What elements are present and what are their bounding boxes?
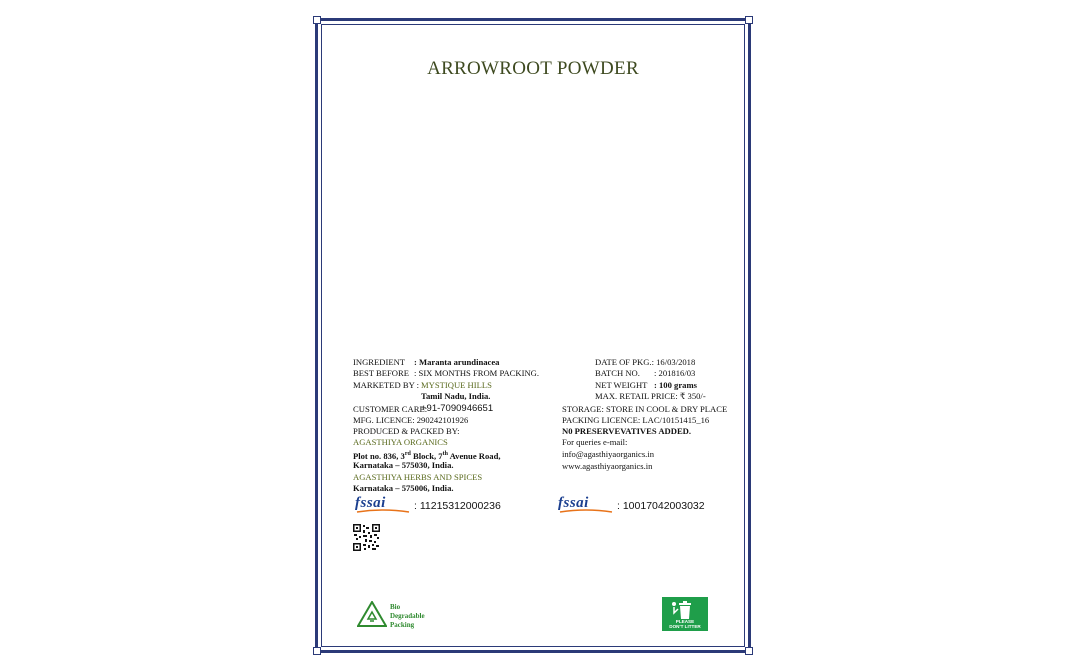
corner-ornament bbox=[745, 16, 753, 24]
customer-care-label: CUSTOMER CARE: bbox=[353, 404, 428, 414]
corner-ornament bbox=[313, 647, 321, 655]
fssai-logo: fssai bbox=[355, 494, 411, 512]
max-retail-price: MAX. RETAIL PRICE: ₹ 350/- bbox=[595, 391, 706, 401]
producer-name: AGASTHIYA ORGANICS bbox=[353, 437, 448, 447]
best-before-label: BEST BEFORE bbox=[353, 368, 409, 378]
recycle-icon bbox=[357, 601, 387, 627]
fssai-licence-number-right: : 10017042003032 bbox=[617, 500, 705, 512]
marketer-name: MYSTIQUE HILLS bbox=[421, 380, 492, 390]
fssai-underline-icon bbox=[355, 509, 411, 515]
packing-licence: PACKING LICENCE: LAC/10151415_16 bbox=[562, 415, 710, 425]
best-before-value: : SIX MONTHS FROM PACKING. bbox=[414, 368, 540, 378]
storage-instructions: STORAGE: STORE IN COOL & DRY PLACE bbox=[562, 404, 728, 414]
marketed-by-label: MARKETED BY : bbox=[353, 380, 420, 390]
fssai-underline-icon bbox=[558, 509, 614, 515]
herbs-company-address: Karnataka – 575006, India. bbox=[353, 483, 454, 493]
customer-care-number: +91-7090946651 bbox=[421, 403, 494, 414]
product-title: ARROWROOT POWDER bbox=[427, 58, 639, 79]
corner-ornament bbox=[313, 16, 321, 24]
herbs-company-name: AGASTHIYA HERBS AND SPICES bbox=[353, 472, 483, 482]
qr-code-icon bbox=[353, 524, 380, 551]
website-url: www.agasthiyaorganics.in bbox=[562, 461, 653, 471]
corner-ornament bbox=[745, 647, 753, 655]
inner-border bbox=[321, 24, 745, 647]
producer-address-line2: Karnataka – 575030, India. bbox=[353, 460, 454, 470]
produced-by-label: PRODUCED & PACKED BY: bbox=[353, 426, 460, 436]
bio-degradable-label: Bio Degradable Packing bbox=[390, 603, 425, 629]
net-weight-label: NET WEIGHT bbox=[595, 380, 648, 390]
marketer-place: Tamil Nadu, India. bbox=[421, 391, 491, 401]
producer-address-line1: Plot no. 836, 3rd Block, 7th Avenue Road, bbox=[353, 450, 501, 461]
contact-email: info@agasthiyaorganics.in bbox=[562, 449, 655, 459]
no-preservatives-note: N0 PRESERVEVATIVES ADDED. bbox=[562, 426, 692, 436]
date-of-packing: DATE OF PKG.: 16/03/2018 bbox=[595, 357, 696, 367]
batch-number: : 201816/03 bbox=[654, 368, 696, 378]
batch-label: BATCH NO. bbox=[595, 368, 640, 378]
dont-litter-badge: PLEASE DON'T LITTER bbox=[662, 597, 708, 631]
queries-label: For queries e-mail: bbox=[562, 437, 628, 447]
fssai-logo: fssai bbox=[558, 494, 614, 512]
ingredient-value: : Maranta arundinacea bbox=[414, 357, 500, 367]
ingredient-label: INGREDIENT bbox=[353, 357, 406, 367]
mfg-licence: MFG. LICENCE: 290242101926 bbox=[353, 415, 469, 425]
fssai-licence-number-left: : 11215312000236 bbox=[414, 500, 501, 512]
net-weight-value: : 100 grams bbox=[654, 380, 697, 390]
